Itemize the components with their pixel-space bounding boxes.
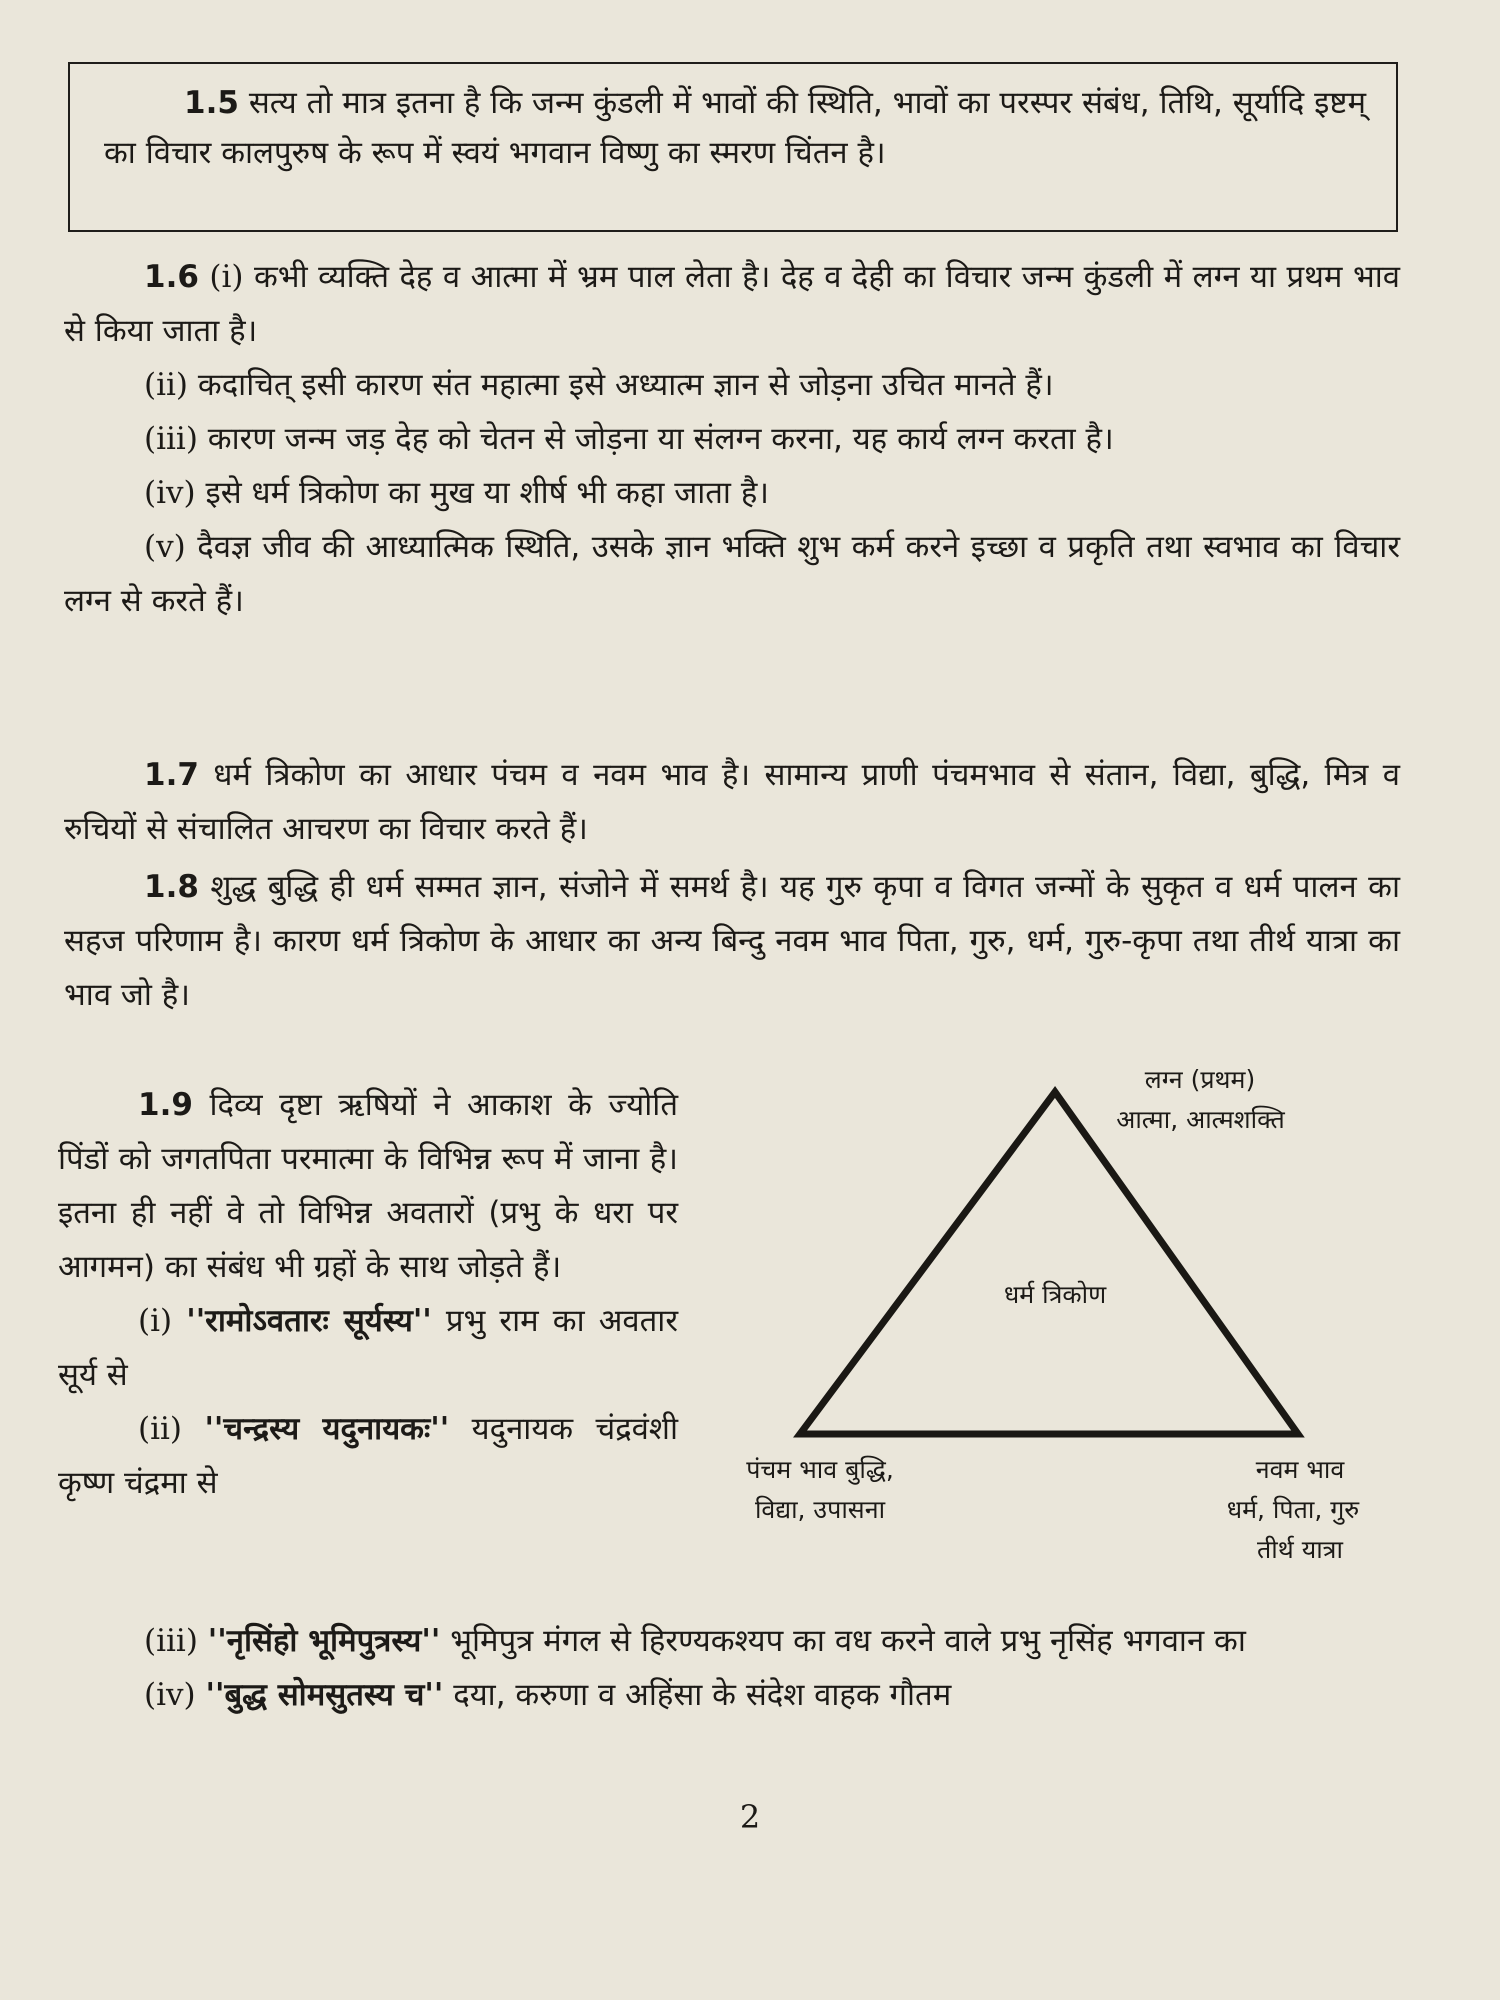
paragraph-1-6-ii — [64, 358, 1400, 412]
paragraph-1-6-v — [64, 520, 1400, 628]
section-1-9 — [58, 1078, 678, 1510]
paragraph-1-6-iv — [64, 466, 1400, 520]
paragraph-text: यदुनायक चंद्रवंशी कृष्ण चंद्रमा से — [58, 1411, 678, 1501]
paragraph-text: प्रभु राम का अवतार सूर्य से — [58, 1303, 678, 1393]
paragraph-text: कभी व्यक्ति देह व आत्मा में भ्रम पाल लेता है। देह व देही का विचार जन्म कुंडली में लग्न या प्रथम भाव से किया जाता है। — [64, 259, 1401, 349]
item-marker: (iii) — [144, 421, 198, 457]
paragraph-text: कदाचित् इसी कारण संत महात्मा इसे अध्यात्म ज्ञान से जोड़ना उचित मानते हैं। — [197, 367, 1054, 403]
apex-label-line2: आत्मा, आत्मशक्ति — [1116, 1105, 1285, 1134]
right-vertex-label-line2: धर्म, पिता, गुरु — [1226, 1495, 1360, 1524]
paragraph-1-8 — [64, 860, 1400, 1022]
dharma-trikona-figure — [700, 1060, 1400, 1580]
section-1-6 — [64, 250, 1400, 628]
paragraph-text: दिव्य दृष्टा ऋषियों ने आकाश के ज्योति पिंडों को जगतपिता परमात्मा के विभिन्न रूप में जाना है। इतना ही नहीं वे तो विभिन्न अवतारों (प्रभु के धरा पर आगमन) का संबंध भी ग्रहों के साथ जोड़ते हैं। — [58, 1087, 678, 1285]
apex-label-line1: लग्न (प्रथम) — [1144, 1065, 1256, 1094]
paragraph-1-9 — [58, 1078, 678, 1294]
item-marker: (i) — [138, 1303, 173, 1339]
paragraph-text: धर्म त्रिकोण का आधार पंचम व नवम भाव है। सामान्य प्राणी पंचमभाव से संतान, विद्या, बुद्धि, मित्र व रुचियों से संचालित आचरण का विचार करते हैं। — [64, 757, 1400, 847]
paragraph-1-9-iv — [64, 1668, 1400, 1722]
section-number: 1.6 — [144, 259, 199, 295]
triangle-shape — [800, 1092, 1298, 1434]
section-number: 1.7 — [144, 757, 199, 793]
section-number: 1.8 — [144, 869, 199, 905]
paragraph-text: कारण जन्म जड़ देह को चेतन से जोड़ना या संलग्न करना, यह कार्य लग्न करता है। — [207, 421, 1114, 457]
section-1-8 — [64, 860, 1400, 1022]
paragraph-1-9-iii — [64, 1614, 1400, 1668]
item-marker: (v) — [144, 529, 186, 565]
paragraph-text: सत्य तो मात्र इतना है कि जन्म कुंडली में भावों की स्थिति, भावों का परस्पर संबंध, तिथि, सूर्यादि इष्टम् का विचार कालपुरुष के रूप में स्वयं भगवान विष्णु का स्मरण चिंतन है। — [104, 85, 1366, 171]
paragraph-text: दैवज्ञ जीव की आध्यात्मिक स्थिति, उसके ज्ञान भक्ति शुभ कर्म करने इच्छा व प्रकृति तथा स्वभाव का विचार लग्न से करते हैं। — [64, 529, 1401, 619]
left-vertex-label-line1: पंचम भाव बुद्धि, — [746, 1455, 894, 1484]
sanskrit-quote: ''रामोऽवतारः सूर्यस्य'' — [186, 1303, 432, 1339]
paragraph-1-7 — [64, 748, 1400, 856]
paragraph-text: शुद्ध बुद्धि ही धर्म सम्मत ज्ञान, संजोने में समर्थ है। यह गुरु कृपा व विगत जन्मों के सुकृत व धर्म पालन का सहज परिणाम है। कारण धर्म त्रिकोण के आधार का अन्य बिन्दु नवम भाव पिता, गुरु, धर्म, गुरु-कृपा तथा तीर्थ यात्रा का भाव जो है। — [64, 869, 1400, 1013]
item-marker: (i) — [209, 259, 244, 295]
section-1-7 — [64, 748, 1400, 856]
item-marker: (ii) — [144, 367, 189, 403]
item-marker: (ii) — [138, 1411, 183, 1447]
paragraph-1-9-i — [58, 1294, 678, 1402]
paragraph-1-5 — [104, 78, 1366, 178]
sanskrit-quote: ''चन्द्रस्य यदुनायकः'' — [204, 1411, 450, 1447]
section-1-9-continued — [64, 1614, 1400, 1722]
paragraph-text: दया, करुणा व अहिंसा के संदेश वाहक गौतम — [453, 1677, 952, 1713]
item-marker: (iv) — [144, 1677, 196, 1713]
right-vertex-label-line3: तीर्थ यात्रा — [1257, 1535, 1343, 1564]
page-number: 2 — [739, 1798, 761, 1836]
paragraph-text: इसे धर्म त्रिकोण का मुख या शीर्ष भी कहा जाता है। — [205, 475, 770, 511]
paragraph-text: भूमिपुत्र मंगल से हिरण्यकश्यप का वध करने वाले प्रभु नृसिंह भगवान का — [450, 1623, 1246, 1659]
right-vertex-label-line1: नवम भाव — [1255, 1455, 1345, 1484]
section-number: 1.9 — [138, 1087, 193, 1123]
center-label: धर्म त्रिकोण — [1003, 1280, 1107, 1309]
sanskrit-quote: ''बुद्ध सोमसुतस्य च'' — [205, 1677, 444, 1713]
paragraph-1-6-iii — [64, 412, 1400, 466]
item-marker: (iii) — [144, 1623, 198, 1659]
paragraph-1-9-ii — [58, 1402, 678, 1510]
section-number: 1.5 — [184, 85, 239, 121]
boxed-paragraph-1-5 — [68, 62, 1398, 232]
left-vertex-label-line2: विद्या, उपासना — [754, 1495, 886, 1524]
sanskrit-quote: ''नृसिंहो भूमिपुत्रस्य'' — [207, 1623, 441, 1659]
item-marker: (iv) — [144, 475, 196, 511]
paragraph-1-6-i — [64, 250, 1400, 358]
